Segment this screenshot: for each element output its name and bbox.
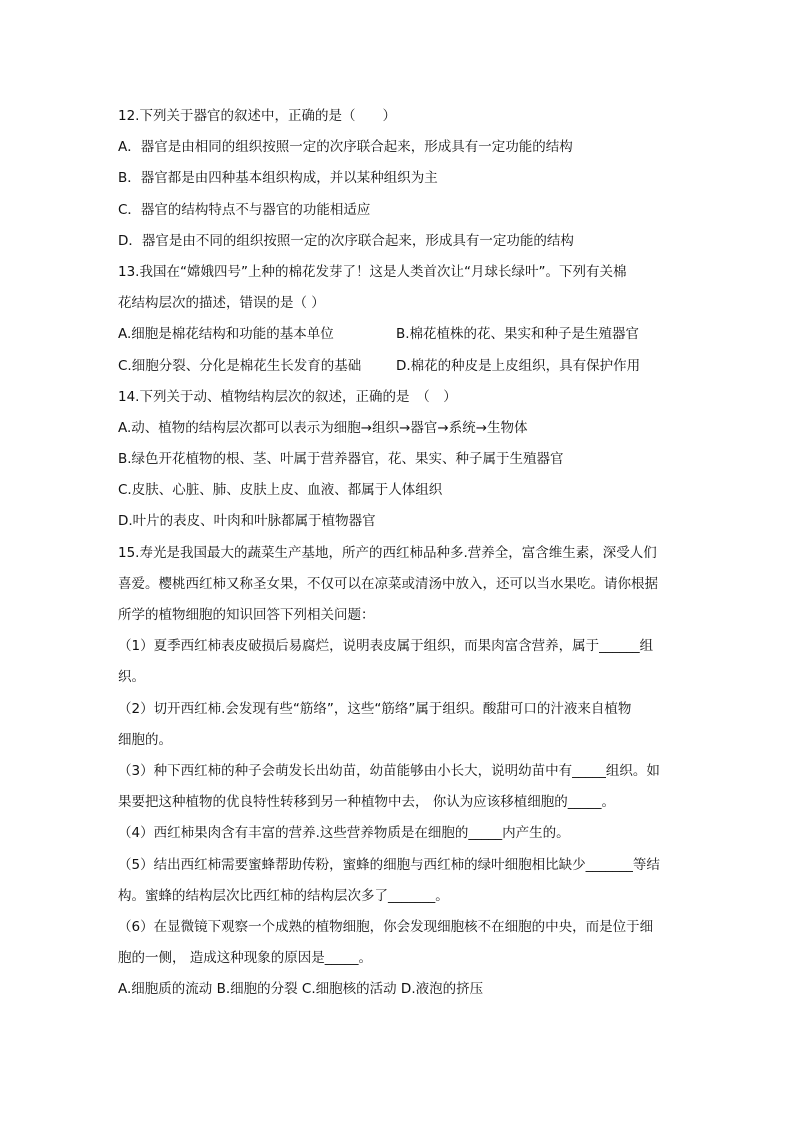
q13-option-c: C.细胞分裂、分化是棉花生长发育的基础 xyxy=(118,357,362,374)
q15-intro-line-3: 所学的植物细胞的知识回答下列相关问题： xyxy=(118,607,375,623)
q15-part-1-line-2: 织。 xyxy=(118,669,145,686)
q15-part-3-line-1: （3）种下西红柿的种子会萌发长出幼苗，幼苗能够由小长大，说明幼苗中有_____组织。如 xyxy=(118,762,660,779)
q12-option-d: D．器官是由不同的组织按照一定的次序联合起来，形成具有一定功能的结构 xyxy=(118,232,574,249)
q12-option-b: B．器官都是由四种基本组织构成，并以某种组织为主 xyxy=(118,170,438,187)
q14-option-c: C.皮肤、心脏、肺、皮肤上皮、血液、都属于人体组织 xyxy=(118,482,443,499)
q12-option-c: C．器官的结构特点不与器官的功能相适应 xyxy=(118,201,371,218)
q15-part-6-options: A.细胞质的流动 B.细胞的分裂 C.细胞核的活动 D.液泡的挤压 xyxy=(118,981,484,998)
q15-intro-line-2: 喜爱。樱桃西红柿又称圣女果，不仅可以在凉菜或清汤中放入，还可以当水果吃。请你根据 xyxy=(118,575,658,592)
q15-part-4: （4）西红柿果肉含有丰富的营养.这些营养物质是在细胞的_____内产生的。 xyxy=(118,825,570,842)
q14-stem: 14.下列关于动、植物结构层次的叙述，正确的是 （ ） xyxy=(118,388,457,405)
q15-intro-line-1: 15.寿光是我国最大的蔬菜生产基地，所产的西红柿品种多.营养全，富含维生素，深受人们 xyxy=(118,544,657,561)
q15-part-2-line-2: 细胞的。 xyxy=(118,731,172,748)
q15-part-2-line-1: （2）切开西红柿.会发现有些“筋络”，这些“筋络”属于组织。酸甜可口的汁液来自植物 xyxy=(118,700,632,717)
q15-part-5-line-2: 构。蜜蜂的结构层次比西红柿的结构层次多了_______。 xyxy=(118,887,449,904)
q12-stem: 12.下列关于器官的叙述中，正确的是（ ） xyxy=(118,108,396,124)
q13-stem-line-2: 花结构层次的描述，错误的是（ ） xyxy=(118,295,325,312)
q13-option-b: B.棉花植株的花、果实和种子是生殖器官 xyxy=(396,326,640,343)
q13-options-row-2 xyxy=(118,351,678,382)
q14-option-d: D.叶片的表皮、叶肉和叶脉都属于植物器官 xyxy=(118,513,376,530)
q14-option-b: B.绿色开花植物的根、茎、叶属于营养器官，花、果实、种子属于生殖器官 xyxy=(118,451,564,468)
q13-options-row-1 xyxy=(118,319,678,350)
q13-option-d: D.棉花的种皮是上皮组织，具有保护作用 xyxy=(396,357,641,374)
q13-stem-line-1: 13.我国在“嫦娥四号”上种的棉花发芽了！这是人类首次让“月球长绿叶”。下列有关棉 xyxy=(118,263,627,280)
q14-option-a: A.动、植物的结构层次都可以表示为细胞→组织→器官→系统→生物体 xyxy=(118,419,528,436)
q15-part-6-line-2: 胞的一侧， 造成这种现象的原因是_____。 xyxy=(118,950,373,967)
q12-option-a: A．器官是由相同的组织按照一定的次序联合起来，形成具有一定功能的结构 xyxy=(118,139,573,156)
q15-part-5-line-1: （5）结出西红柿需要蜜蜂帮助传粉，蜜蜂的细胞与西红柿的绿叶细胞相比缺少_______等结 xyxy=(118,856,660,873)
question-content xyxy=(118,101,678,1005)
q15-part-1-line-1: （1）夏季西红柿表皮破损后易腐烂，说明表皮属于组织，而果肉富含营养，属于______组 xyxy=(118,638,654,655)
q13-option-a: A.细胞是棉花结构和功能的基本单位 xyxy=(118,326,334,343)
q15-part-3-line-2: 果要把这种植物的优良特性转移到另一种植物中去， 你认为应该移植细胞的_____。 xyxy=(118,794,616,811)
q15-part-6-line-1: （6）在显微镜下观察一个成熟的植物细胞，你会发现细胞核不在细胞的中央，而是位于细 xyxy=(118,918,654,935)
